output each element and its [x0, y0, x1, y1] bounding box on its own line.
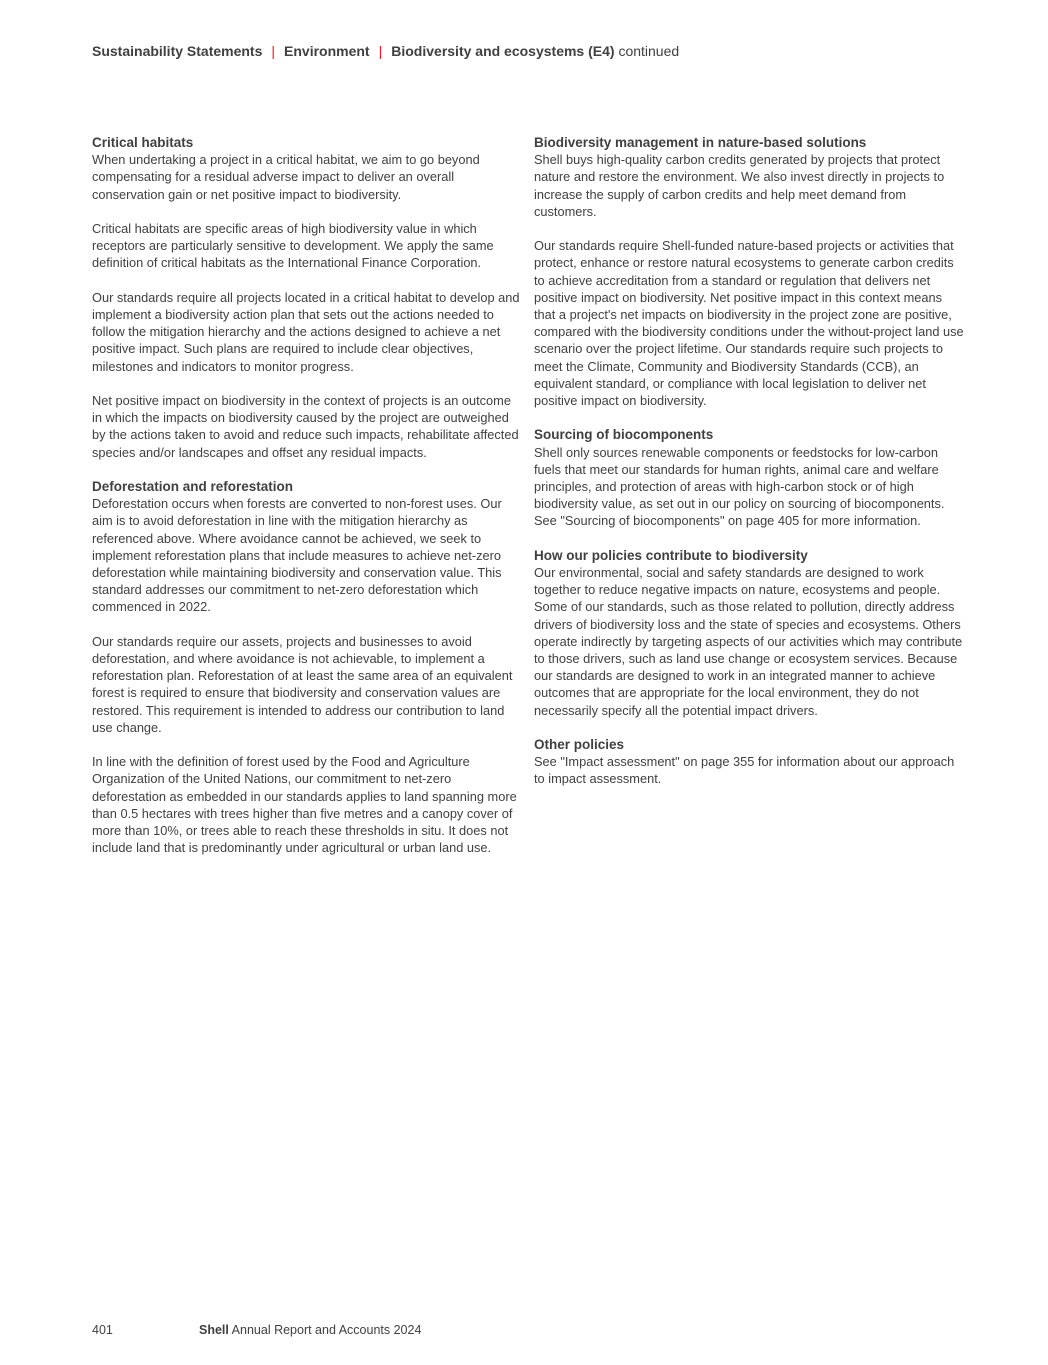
paragraph: In line with the definition of forest used by the Food and Agriculture Organization of the United Nations, our commitment to net-zero deforestation as embedded in our standards applies to land spanning more than 0.5 hectares with trees higher than five metres and a canopy cover of more than 10%, or trees able to reach these thresholds in situ. It does not include land that is predominantly under agricultural or urban land use.: [92, 754, 517, 856]
paragraph: Critical habitats are specific areas of high biodiversity value in which receptors are particularly sensitive to development. We apply the same definition of critical habitats as the International Finance Corporation.: [92, 221, 494, 271]
breadcrumb-item-biodiversity[interactable]: Biodiversity and ecosystems (E4): [391, 43, 615, 59]
paragraph: See "Impact assessment" on page 355 for information about our approach to impact assessment.: [534, 754, 955, 787]
page-number: 401: [92, 1323, 113, 1337]
section-nature-based-solutions: [534, 134, 964, 409]
section-other-policies: [534, 736, 964, 788]
right-column: [534, 134, 964, 805]
section-deforestation: [92, 478, 522, 856]
breadcrumb-item-sustainability-statements[interactable]: Sustainability Statements: [92, 43, 263, 59]
brand-name: Shell: [199, 1323, 229, 1337]
section-heading: How our policies contribute to biodiversity: [534, 547, 808, 563]
breadcrumb-item-environment[interactable]: Environment: [284, 43, 370, 59]
section-critical-habitats: [92, 134, 522, 461]
breadcrumb: [92, 42, 679, 60]
section-heading: Sourcing of biocomponents: [534, 427, 714, 443]
section-heading: Critical habitats: [92, 135, 194, 150]
section-heading: Biodiversity management in nature-based solutions: [534, 135, 867, 150]
paragraph: When undertaking a project in a critical habitat, we aim to go beyond compensating for a residual adverse impact to deliver an overall conservation gain or net positive impact to biodiversity.: [92, 152, 480, 202]
section-heading: Deforestation and reforestation: [92, 479, 294, 494]
paragraph: Net positive impact on biodiversity in the context of projects is an outcome in which the impacts on biodiversity caused by the project are outweighed by the actions taken to avoid and reduce such impacts, rehabilitate affected species and/or landscapes and offset any residual impacts.: [92, 393, 519, 460]
report-title: [199, 1322, 421, 1338]
breadcrumb-separator: |: [271, 43, 276, 59]
breadcrumb-continued-label: continued: [618, 43, 680, 59]
paragraph: Our standards require our assets, projects and businesses to avoid deforestation, and where avoidance is not achievable, to implement a reforestation plan. Reforestation of at least the same area of an equivalent forest is required to ensure that biodiversity and conservation values are restored. This requirement is intended to address our contribution to land use change.: [92, 633, 513, 735]
paragraph: Our environmental, social and safety standards are designed to work together to reduce negative impacts on nature, ecosystems and people. Some of our standards, such as those related to pollution, directly address drivers of biodiversity loss and the state of species and ecosystems. Others operate indirectly by targeting aspects of our activities which may contribute to those drivers, such as land use change or ecosystem services. Because our standards are designed to work in an integrated manner to achieve outcomes that are appropriate for the local environment, they do not necessarily specify all the potential impact drivers.: [534, 565, 963, 718]
paragraph: Deforestation occurs when forests are converted to non-forest uses. Our aim is to avoid deforestation in line with the mitigation hierarchy as referenced above. Where avoidance cannot be achieved, we seek to implement reforestation plans that include measures to achieve net-zero deforestation while maintaining biodiversity and conservation value. This standard addresses our commitment to net-zero deforestation which commenced in 2022.: [92, 496, 502, 615]
report-title-text: Annual Report and Accounts 2024: [231, 1323, 422, 1337]
section-heading: Other policies: [534, 737, 625, 753]
paragraph: Shell only sources renewable components or feedstocks for low-carbon fuels that meet our standards for human rights, animal care and welfare principles, and protection of areas with high-carbon stock or of high biodiversity value, as set out in our policy on sourcing of biocomponents. See "Sourcing of biocomponents" on page 405 for more information.: [534, 444, 945, 529]
section-sourcing-biocomponents: [534, 426, 964, 529]
breadcrumb-separator: |: [378, 43, 383, 59]
paragraph: Our standards require Shell-funded nature-based projects or activities that protect, enhance or restore natural ecosystems to generate carbon credits to achieve accreditation from a standard or regulation that delivers net positive impact on biodiversity. Net positive impact in this context means that a project's net impacts on biodiversity in the project zone are positive, compared with the biodiversity conditions under the without-project land use scenario over the project lifetime. Our standards require such projects to meet the Climate, Community and Biodiversity Standards (CCB), an equivalent standard, or compliance with local legislation to deliver net positive impact on biodiversity.: [534, 238, 964, 409]
paragraph: Our standards require all projects located in a critical habitat to develop and implement a biodiversity action plan that sets out the actions needed to follow the mitigation hierarchy and the actions designed to achieve a net positive impact. Such plans are required to include clear objectives, milestones and indicators to monitor progress.: [92, 289, 520, 374]
left-column: [92, 134, 522, 874]
section-policies-biodiversity: [534, 547, 964, 719]
paragraph: Shell buys high-quality carbon credits generated by projects that protect nature and restore the environment. We also invest directly in projects to increase the supply of carbon credits and help meet demand from customers.: [534, 152, 945, 219]
